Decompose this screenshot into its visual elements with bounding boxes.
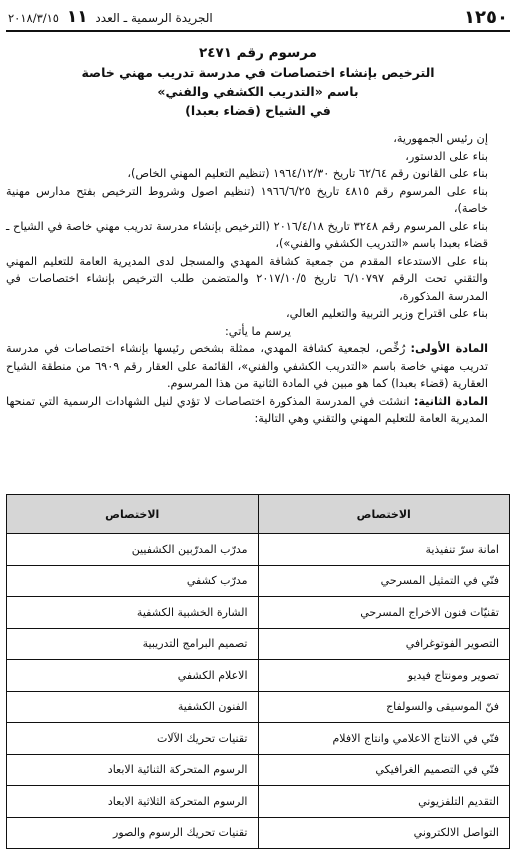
gazette-issue	[8, 7, 213, 27]
decree-title-line-1: الترخيص بإنشاء اختصاصات في مدرسة تدريب مهني خاصة	[81, 65, 435, 80]
table-cell: فنّي في الانتاج الاعلامي وانتاج الافلام	[258, 723, 510, 755]
table-cell: الرسوم المتحركة الثلاثية الابعاد	[7, 786, 259, 818]
issue-number: ١١	[66, 7, 88, 27]
gazette-label: الجريدة الرسمية ـ العدد	[95, 11, 213, 25]
table-row	[7, 565, 510, 597]
table-row	[7, 597, 510, 629]
preamble-decree-4815: بناء على المرسوم رقم ٤٨١٥ تاريخ ١٩٦٦/٦/٢٥ (تنظيم اصول وشروط الترخيص بفتح مدارس مهنية خاصة)،	[6, 184, 488, 215]
preamble-application: بناء على الاستدعاء المقدم من جمعية كشافة المهدي والمسجل لدى المديرية العامة للتعليم المهني والتقني تحت الرقم ٦/١٠٧٩٧ تاريخ ٢٠١٧/١٠/٥ والمتضمن طلب الترخيص بإنشاء اختصاصات في المدرسة المذكورة،	[6, 254, 488, 303]
table-cell: الفنون الكشفية	[7, 691, 259, 723]
preamble-law: بناء على القانون رقم ٦٢/٦٤ تاريخ ١٩٦٤/١٢/٣٠ (تنظيم التعليم المهني الخاص)،	[127, 167, 488, 180]
decrees-following: يرسم ما يأتي:	[225, 324, 291, 338]
table-row	[7, 691, 510, 723]
table-cell: مدرّب كشفي	[7, 565, 259, 597]
gazette-page	[6, 4, 510, 428]
table-cell: مدرّب المدرّبين الكشفيين	[7, 534, 259, 566]
table-row	[7, 534, 510, 566]
table-cell: تقنيات تحريك الرسوم والصور	[7, 817, 259, 849]
preamble-decree-3248: بناء على المرسوم رقم ٣٢٤٨ تاريخ ٢٠١٦/٤/١٨ (الترخيص بإنشاء مدرسة تدريب مهني خاصة في الشياح ـ قضاء بعبدا باسم «التدريب الكشفي والفني»)،	[6, 219, 488, 250]
table-cell: تقنيّات فنون الاخراج المسرحي	[258, 597, 510, 629]
preamble-proposal: بناء على اقتراح وزير التربية والتعليم العالي،	[285, 307, 488, 320]
table-row	[7, 723, 510, 755]
table-cell: فنّ الموسيقى والسولفاج	[258, 691, 510, 723]
page-number: ١٢٥٠	[464, 6, 508, 28]
article-1	[6, 340, 510, 393]
article-2	[6, 393, 510, 428]
table-row	[7, 660, 510, 692]
preamble-constitution: بناء على الدستور،	[405, 149, 488, 163]
table-row	[7, 754, 510, 786]
issue-date: ٢٠١٨/٣/١٥	[8, 11, 59, 25]
table-row	[7, 817, 510, 849]
decree-title-block	[6, 44, 510, 120]
specializations-table	[6, 494, 510, 849]
table-cell: التواصل الالكتروني	[258, 817, 510, 849]
table-cell: تصوير ومونتاج فيديو	[258, 660, 510, 692]
preamble-president: إن رئيس الجمهورية،	[393, 132, 488, 145]
table-cell: الاعلام الكشفي	[7, 660, 259, 692]
table-cell: فنّي في التمثيل المسرحي	[258, 565, 510, 597]
article-1-label: المادة الأولى:	[410, 342, 489, 355]
table-cell: تقنيات تحريك الآلات	[7, 723, 259, 755]
decree-body	[6, 130, 510, 428]
page-header	[6, 4, 510, 32]
article-2-text: انشئت في المدرسة المذكورة اختصاصات لا تؤدي لنيل الشهادات الرسمية التي تمنحها المديرية العامة للتعليم المهني والتقني وهي التالية:	[6, 394, 488, 425]
decree-title-line-2: باسم «التدريب الكشفي والفني»	[157, 84, 359, 99]
decree-title-line-3: في الشياح (قضاء بعبدا)	[185, 103, 331, 118]
table-cell: التصوير الفوتوغرافي	[258, 628, 510, 660]
table-header: الاختصاص	[7, 495, 259, 534]
table-header: الاختصاص	[258, 495, 510, 534]
table-header-row	[7, 495, 510, 534]
table-row	[7, 628, 510, 660]
decree-number: مرسوم رقم ٢٤٧١	[199, 45, 317, 61]
table-cell: التقديم التلفزيوني	[258, 786, 510, 818]
table-cell: الشارة الخشبية الكشفية	[7, 597, 259, 629]
table-cell: امانة سرّ تنفيذية	[258, 534, 510, 566]
article-1-text: رُخِّص، لجمعية كشافة المهدي، ممثلة بشخص رئيسها بإنشاء اختصاصات في مدرسة تدريب مهني خاصة باسم «التدريب الكشفي والفني»، القائمة على العقار رقم ٦٩٠٩ من منطقة الشياح العقارية (قضاء بعبدا) كما هو مبين في المادة الثانية من هذا المرسوم.	[6, 342, 489, 390]
table-row	[7, 786, 510, 818]
article-2-label: المادة الثانية:	[413, 394, 488, 408]
table-cell: فنّي في التصميم الغرافيكي	[258, 754, 510, 786]
table-cell: الرسوم المتحركة الثنائية الابعاد	[7, 754, 259, 786]
table-cell: تصميم البرامج التدريبية	[7, 628, 259, 660]
